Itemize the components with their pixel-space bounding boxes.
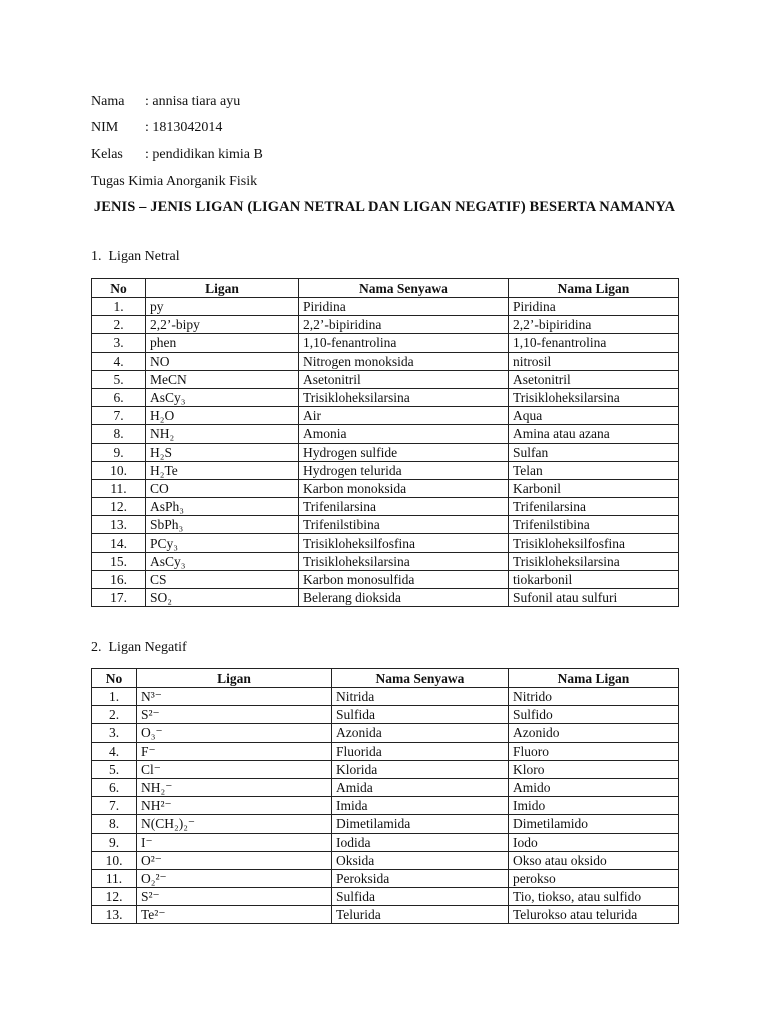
nama-ligan-cell: Trisikloheksilarsina [509, 388, 679, 406]
ligan-cell: CS [146, 570, 299, 588]
nama-ligan-cell: Azonido [509, 724, 679, 742]
row-no-cell: 10. [92, 461, 146, 479]
ligan-cell: H₂S [146, 443, 299, 461]
row-no-cell: 12. [92, 498, 146, 516]
row-no-cell: 7. [92, 797, 137, 815]
row-no-cell: 8. [92, 815, 137, 833]
ligan-cell: H₂O [146, 407, 299, 425]
nama-ligan-cell: 1,10-fenantrolina [509, 334, 679, 352]
row-no-cell: 13. [92, 516, 146, 534]
ligan-cell: Te²⁻ [137, 906, 332, 924]
row-no-cell: 3. [92, 334, 146, 352]
nama-ligan-cell: Telurokso atau telurida [509, 906, 679, 924]
table-row [92, 425, 679, 443]
nama-senyawa-cell: Fluorida [332, 742, 509, 760]
table-row [92, 552, 679, 570]
row-no-cell: 7. [92, 407, 146, 425]
table-ligan-netral [91, 278, 679, 607]
ligan-cell: PCy₃ [146, 534, 299, 552]
nama-label: Nama [91, 94, 125, 109]
nama-ligan-cell: Trisikloheksilarsina [509, 552, 679, 570]
ligan-cell: CO [146, 479, 299, 497]
table-row [92, 833, 679, 851]
row-no-cell: 1. [92, 688, 137, 706]
row-no-cell: 3. [92, 724, 137, 742]
ligan-cell: 2,2’-bipy [146, 316, 299, 334]
ligan-cell: F⁻ [137, 742, 332, 760]
row-no-cell: 12. [92, 888, 137, 906]
nama-senyawa-cell: 1,10-fenantrolina [299, 334, 509, 352]
nama-senyawa-cell: Peroksida [332, 869, 509, 887]
nama-senyawa-cell: Karbon monosulfida [299, 570, 509, 588]
nama-senyawa-cell: Dimetilamida [332, 815, 509, 833]
row-no-cell: 11. [92, 479, 146, 497]
nama-senyawa-cell: Trifenilstibina [299, 516, 509, 534]
row-no-cell: 9. [92, 443, 146, 461]
table-header-row [92, 669, 679, 688]
section-heading-netral: 1. Ligan Netral [91, 249, 180, 264]
nama-senyawa-cell: Sulfida [332, 706, 509, 724]
nama-senyawa-cell: Air [299, 407, 509, 425]
nama-senyawa-cell: Trifenilarsina [299, 498, 509, 516]
ligan-cell: S²⁻ [137, 706, 332, 724]
table-row [92, 316, 679, 334]
ligan-cell: NH²⁻ [137, 797, 332, 815]
nama-ligan-cell: Dimetilamido [509, 815, 679, 833]
table-row [92, 906, 679, 924]
nama-senyawa-cell: Hydrogen telurida [299, 461, 509, 479]
nama-senyawa-cell: Trisikloheksilarsina [299, 388, 509, 406]
table-row [92, 479, 679, 497]
nama-ligan-cell: Nitrido [509, 688, 679, 706]
ligan-cell: phen [146, 334, 299, 352]
nama-senyawa-cell: Nitrida [332, 688, 509, 706]
ligan-cell: O₃⁻ [137, 724, 332, 742]
table-row [92, 589, 679, 607]
table-header-row [92, 279, 679, 298]
kelas-line [91, 147, 263, 163]
ligan-cell: H₂Te [146, 461, 299, 479]
table-row [92, 461, 679, 479]
row-no-cell: 1. [92, 298, 146, 316]
ligan-cell: AsCy₃ [146, 552, 299, 570]
ligan-cell: SO₂ [146, 589, 299, 607]
nama-ligan-cell: Telan [509, 461, 679, 479]
nama-ligan-cell: Sufonil atau sulfuri [509, 589, 679, 607]
ligan-cell: N³⁻ [137, 688, 332, 706]
table-row [92, 516, 679, 534]
nama-ligan-cell: Trifenilstibina [509, 516, 679, 534]
ligan-cell: S²⁻ [137, 888, 332, 906]
table-row [92, 815, 679, 833]
row-no-cell: 14. [92, 534, 146, 552]
nama-senyawa-cell: Belerang dioksida [299, 589, 509, 607]
nama-senyawa-cell: 2,2’-bipiridina [299, 316, 509, 334]
ligan-cell: NO [146, 352, 299, 370]
row-no-cell: 4. [92, 352, 146, 370]
nama-senyawa-cell: Trisikloheksilfosfina [299, 534, 509, 552]
row-no-cell: 9. [92, 833, 137, 851]
nama-senyawa-cell: Iodida [332, 833, 509, 851]
nama-ligan-cell: Aqua [509, 407, 679, 425]
table-row [92, 370, 679, 388]
row-no-cell: 10. [92, 851, 137, 869]
column-header-ligan: Ligan [137, 669, 332, 688]
section-heading-negatif: 2. Ligan Negatif [91, 640, 187, 655]
table-row [92, 797, 679, 815]
row-no-cell: 5. [92, 760, 137, 778]
table-row [92, 778, 679, 796]
column-header-no: No [92, 669, 137, 688]
table-row [92, 407, 679, 425]
nama-senyawa-cell: Nitrogen monoksida [299, 352, 509, 370]
table-row [92, 888, 679, 906]
row-no-cell: 17. [92, 589, 146, 607]
nama-ligan-cell: Sulfido [509, 706, 679, 724]
nama-ligan-cell: 2,2’-bipiridina [509, 316, 679, 334]
table-row [92, 334, 679, 352]
row-no-cell: 4. [92, 742, 137, 760]
table-row [92, 688, 679, 706]
ligan-cell: Cl⁻ [137, 760, 332, 778]
table-body-negatif [92, 688, 679, 924]
document-title: JENIS – JENIS LIGAN (LIGAN NETRAL DAN LIGAN NEGATIF) BESERTA NAMANYA [93, 199, 676, 215]
column-header-nama-senyawa: Nama Senyawa [299, 279, 509, 298]
nama-ligan-cell: Karbonil [509, 479, 679, 497]
row-no-cell: 8. [92, 425, 146, 443]
nama-ligan-cell: Sulfan [509, 443, 679, 461]
nama-ligan-cell: Kloro [509, 760, 679, 778]
ligan-cell: I⁻ [137, 833, 332, 851]
tugas-line: Tugas Kimia Anorganik Fisik [91, 174, 258, 189]
nama-senyawa-cell: Amonia [299, 425, 509, 443]
nama-senyawa-cell: Hydrogen sulfide [299, 443, 509, 461]
ligan-cell: NH₂⁻ [137, 778, 332, 796]
row-no-cell: 16. [92, 570, 146, 588]
kelas-label: Kelas [91, 147, 123, 162]
table-row [92, 570, 679, 588]
table-ligan-negatif [91, 668, 679, 924]
table-row [92, 352, 679, 370]
table-row [92, 869, 679, 887]
column-header-ligan: Ligan [146, 279, 299, 298]
nama-line [91, 94, 240, 110]
row-no-cell: 2. [92, 706, 137, 724]
nama-ligan-cell: Amina atau azana [509, 425, 679, 443]
nim-line [91, 120, 222, 136]
row-no-cell: 2. [92, 316, 146, 334]
column-header-nama-ligan: Nama Ligan [509, 669, 679, 688]
table-body-netral [92, 298, 679, 607]
row-no-cell: 13. [92, 906, 137, 924]
kelas-value: : pendidikan kimia B [145, 147, 263, 162]
nama-ligan-cell: tiokarbonil [509, 570, 679, 588]
table-row [92, 534, 679, 552]
nama-senyawa-cell: Piridina [299, 298, 509, 316]
nama-senyawa-cell: Azonida [332, 724, 509, 742]
nim-label: NIM [91, 120, 119, 135]
row-no-cell: 6. [92, 778, 137, 796]
nama-value: : annisa tiara ayu [145, 94, 241, 109]
table-row [92, 443, 679, 461]
nama-ligan-cell: nitrosil [509, 352, 679, 370]
ligan-cell: SbPh₃ [146, 516, 299, 534]
row-no-cell: 11. [92, 869, 137, 887]
row-no-cell: 15. [92, 552, 146, 570]
table-row [92, 742, 679, 760]
nama-ligan-cell: Amido [509, 778, 679, 796]
nama-senyawa-cell: Oksida [332, 851, 509, 869]
table-row [92, 760, 679, 778]
nama-ligan-cell: Asetonitril [509, 370, 679, 388]
table-row [92, 498, 679, 516]
nama-ligan-cell: Piridina [509, 298, 679, 316]
column-header-no: No [92, 279, 146, 298]
nama-ligan-cell: Iodo [509, 833, 679, 851]
nama-ligan-cell: Tio, tiokso, atau sulfido [509, 888, 679, 906]
nama-senyawa-cell: Karbon monoksida [299, 479, 509, 497]
nama-senyawa-cell: Sulfida [332, 888, 509, 906]
nama-senyawa-cell: Klorida [332, 760, 509, 778]
nama-senyawa-cell: Asetonitril [299, 370, 509, 388]
row-no-cell: 6. [92, 388, 146, 406]
nim-value: : 1813042014 [145, 120, 223, 135]
nama-ligan-cell: Trifenilarsina [509, 498, 679, 516]
ligan-cell: AsPh₃ [146, 498, 299, 516]
nama-senyawa-cell: Amida [332, 778, 509, 796]
nama-ligan-cell: Okso atau oksido [509, 851, 679, 869]
ligan-cell: N(CH₂)₂⁻ [137, 815, 332, 833]
table-row [92, 851, 679, 869]
ligan-cell: py [146, 298, 299, 316]
nama-ligan-cell: Imido [509, 797, 679, 815]
nama-ligan-cell: perokso [509, 869, 679, 887]
ligan-cell: NH₂ [146, 425, 299, 443]
table-row [92, 298, 679, 316]
column-header-nama-ligan: Nama Ligan [509, 279, 679, 298]
row-no-cell: 5. [92, 370, 146, 388]
table-row [92, 706, 679, 724]
ligan-cell: MeCN [146, 370, 299, 388]
ligan-cell: O²⁻ [137, 851, 332, 869]
nama-senyawa-cell: Trisikloheksilarsina [299, 552, 509, 570]
table-row [92, 388, 679, 406]
nama-ligan-cell: Fluoro [509, 742, 679, 760]
nama-senyawa-cell: Imida [332, 797, 509, 815]
column-header-nama-senyawa: Nama Senyawa [332, 669, 509, 688]
nama-senyawa-cell: Telurida [332, 906, 509, 924]
ligan-cell: O₂²⁻ [137, 869, 332, 887]
nama-ligan-cell: Trisikloheksilfosfina [509, 534, 679, 552]
ligan-cell: AsCy₃ [146, 388, 299, 406]
table-row [92, 724, 679, 742]
